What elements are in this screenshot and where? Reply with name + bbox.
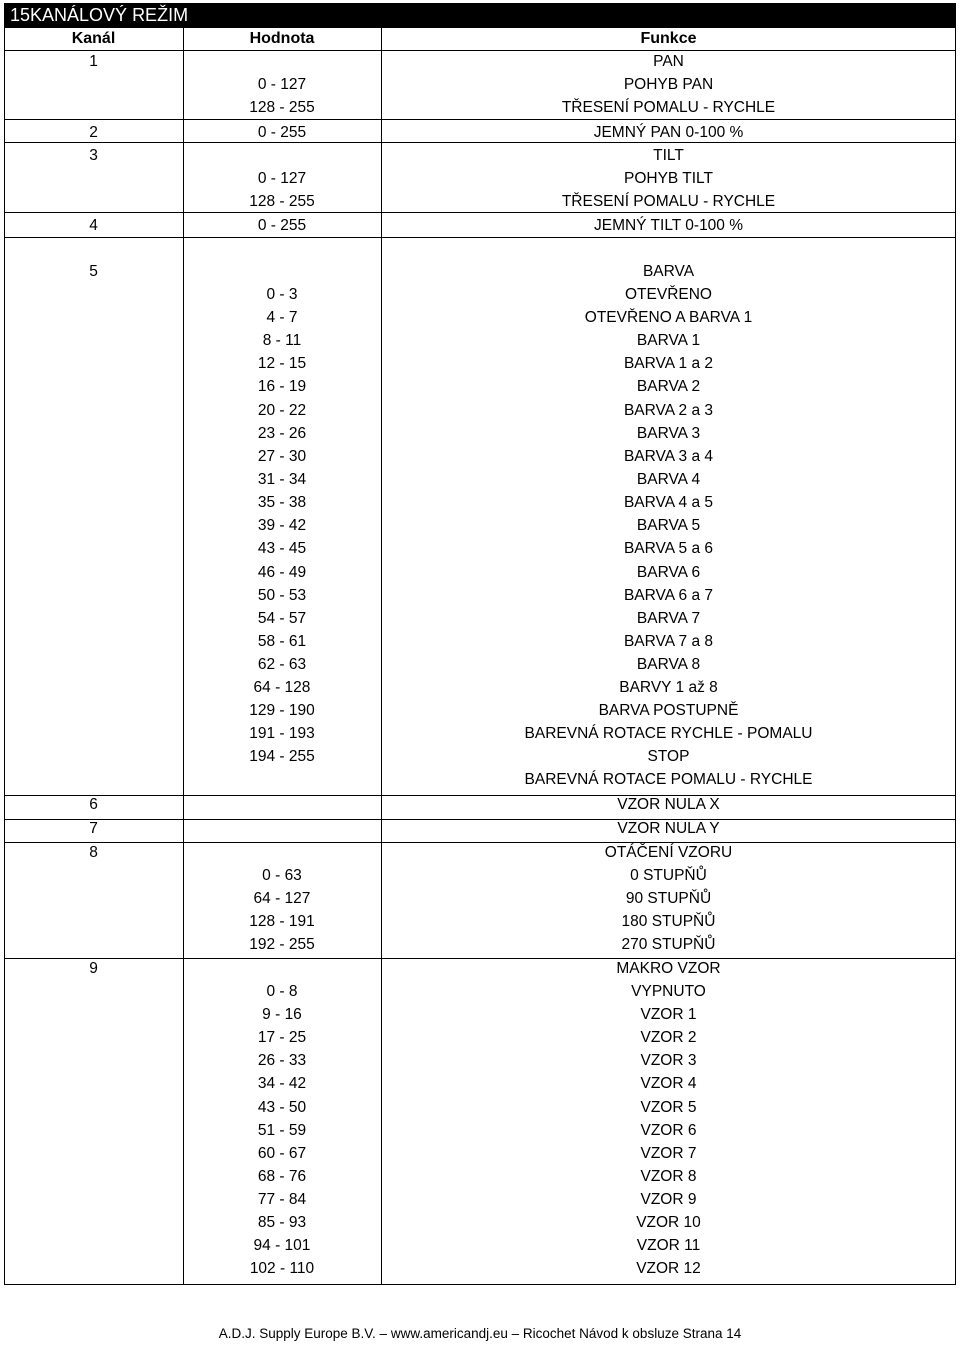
cell-kanal — [4, 445, 183, 468]
cell-kanal: 3 — [89, 147, 98, 164]
cell-kanal — [4, 699, 183, 722]
cell-funkce: BAREVNÁ ROTACE POMALU - RYCHLE — [524, 771, 813, 788]
cell-kanal: 9 — [89, 960, 98, 977]
cell-kanal — [4, 422, 183, 445]
page-footer: A.D.J. Supply Europe B.V. – www.americandj.eu – Ricochet Návod k obsluze Strana 14 — [218, 1326, 742, 1341]
cell-kanal — [4, 561, 183, 584]
cell-kanal — [4, 399, 183, 422]
cell-funkce: TŘESENÍ POMALU - RYCHLE — [561, 193, 776, 210]
cell-funkce: VZOR 12 — [636, 1260, 701, 1277]
cell-kanal — [4, 1211, 183, 1234]
cell-hodnota: 54 - 57 — [257, 610, 307, 627]
cell-funkce: 180 STUPŇŮ — [621, 913, 716, 930]
cell-hodnota: 43 - 50 — [257, 1099, 307, 1116]
cell-funkce: BARVA 3 a 4 — [623, 448, 714, 465]
cell-hodnota — [183, 841, 381, 864]
cell-funkce: BARVY 1 až 8 — [619, 679, 718, 696]
cell-funkce: BARVA 7 a 8 — [623, 633, 714, 650]
cell-funkce: 270 STUPŇŮ — [621, 936, 716, 953]
cell-kanal — [4, 537, 183, 560]
cell-hodnota: 58 - 61 — [257, 633, 307, 650]
cell-kanal — [4, 584, 183, 607]
cell-hodnota: 191 - 193 — [249, 725, 315, 742]
cell-kanal — [4, 768, 183, 791]
cell-kanal — [4, 933, 183, 956]
cell-funkce: BARVA 4 — [636, 471, 701, 488]
cell-kanal — [4, 1049, 183, 1072]
cell-hodnota: 77 - 84 — [257, 1191, 307, 1208]
cell-funkce: 90 STUPŇŮ — [625, 890, 712, 907]
cell-hodnota: 23 - 26 — [257, 425, 307, 442]
cell-funkce: BARVA 7 — [636, 610, 701, 627]
cell-hodnota: 0 - 3 — [266, 286, 298, 303]
cell-hodnota: 60 - 67 — [257, 1145, 307, 1162]
cell-kanal: 4 — [89, 217, 98, 234]
cell-kanal — [4, 910, 183, 933]
cell-hodnota: 64 - 128 — [253, 679, 311, 696]
cell-hodnota: 26 - 33 — [257, 1052, 307, 1069]
cell-kanal — [4, 607, 183, 630]
cell-funkce: OTEVŘENO A BARVA 1 — [584, 309, 753, 326]
cell-kanal — [4, 1026, 183, 1049]
cell-hodnota — [183, 144, 381, 167]
cell-hodnota: 102 - 110 — [249, 1260, 315, 1277]
cell-kanal — [4, 980, 183, 1003]
cell-kanal — [4, 514, 183, 537]
cell-kanal — [4, 1072, 183, 1095]
cell-hodnota: 194 - 255 — [249, 748, 315, 765]
cell-kanal: 5 — [89, 263, 98, 280]
cell-kanal — [4, 375, 183, 398]
cell-kanal — [4, 745, 183, 768]
cell-funkce: VZOR 5 — [640, 1099, 697, 1116]
cell-funkce: BARVA — [642, 263, 695, 280]
cell-kanal: 7 — [89, 820, 98, 837]
cell-hodnota: 27 - 30 — [257, 448, 307, 465]
cell-kanal — [4, 1003, 183, 1026]
table-rule — [4, 1284, 956, 1285]
cell-funkce: VZOR 11 — [636, 1237, 701, 1254]
cell-hodnota: 46 - 49 — [257, 564, 307, 581]
cell-kanal — [4, 190, 183, 213]
cell-kanal — [4, 167, 183, 190]
cell-hodnota: 0 - 8 — [266, 983, 298, 1000]
cell-hodnota: 9 - 16 — [262, 1006, 302, 1023]
cell-funkce: BARVA 6 — [636, 564, 701, 581]
cell-hodnota: 128 - 191 — [249, 913, 315, 930]
cell-funkce: TILT — [653, 147, 684, 164]
cell-hodnota: 129 - 190 — [249, 702, 315, 719]
cell-hodnota — [183, 768, 381, 791]
page-title: 15KANÁLOVÝ REŽIM — [4, 3, 956, 27]
cell-hodnota: 31 - 34 — [257, 471, 307, 488]
channel-table — [4, 27, 956, 1284]
cell-hodnota: 0 - 255 — [257, 124, 307, 141]
cell-kanal — [4, 1234, 183, 1257]
cell-kanal — [4, 306, 183, 329]
cell-kanal — [4, 1142, 183, 1165]
cell-hodnota: 0 - 127 — [257, 76, 307, 93]
cell-funkce: OTEVŘENO — [625, 286, 712, 303]
cell-kanal — [4, 73, 183, 96]
cell-kanal — [4, 491, 183, 514]
cell-funkce: VZOR NULA Y — [617, 820, 720, 837]
cell-kanal — [4, 96, 183, 119]
cell-hodnota: 43 - 45 — [257, 540, 307, 557]
cell-funkce: TŘESENÍ POMALU - RYCHLE — [561, 99, 776, 116]
cell-hodnota: 39 - 42 — [257, 517, 307, 534]
cell-kanal — [4, 1257, 183, 1280]
cell-funkce: POHYB PAN — [623, 76, 714, 93]
cell-kanal: 6 — [89, 796, 98, 813]
cell-hodnota: 20 - 22 — [257, 402, 307, 419]
cell-hodnota: 17 - 25 — [257, 1029, 307, 1046]
cell-hodnota: 62 - 63 — [257, 656, 307, 673]
cell-hodnota: 4 - 7 — [266, 309, 298, 326]
cell-hodnota: 34 - 42 — [257, 1075, 307, 1092]
cell-hodnota: 85 - 93 — [257, 1214, 307, 1231]
cell-hodnota: 64 - 127 — [253, 890, 311, 907]
cell-hodnota: 35 - 38 — [257, 494, 307, 511]
cell-hodnota: 94 - 101 — [253, 1237, 311, 1254]
cell-kanal — [4, 352, 183, 375]
cell-funkce: BARVA 5 a 6 — [623, 540, 714, 557]
cell-funkce: BARVA 1 a 2 — [623, 355, 714, 372]
cell-hodnota: 0 - 63 — [262, 867, 302, 884]
cell-funkce: BARVA 1 — [636, 332, 701, 349]
cell-funkce: POHYB TILT — [623, 170, 713, 187]
cell-funkce: VZOR 9 — [640, 1191, 697, 1208]
cell-kanal — [4, 283, 183, 306]
cell-funkce: BARVA 4 a 5 — [623, 494, 714, 511]
cell-hodnota — [183, 50, 381, 73]
cell-funkce: VZOR 3 — [640, 1052, 697, 1069]
cell-funkce: OTÁČENÍ VZORU — [604, 844, 733, 861]
table-rule — [4, 27, 956, 28]
cell-funkce: JEMNÝ PAN 0-100 % — [593, 124, 744, 141]
cell-funkce: VZOR 2 — [640, 1029, 697, 1046]
cell-kanal — [4, 1165, 183, 1188]
cell-funkce: VYPNUTO — [631, 983, 706, 1000]
cell-hodnota: 192 - 255 — [249, 936, 315, 953]
cell-kanal — [4, 722, 183, 745]
table-rule — [4, 237, 956, 238]
cell-hodnota: 0 - 255 — [257, 217, 307, 234]
cell-kanal — [4, 468, 183, 491]
cell-funkce: VZOR 4 — [640, 1075, 697, 1092]
cell-hodnota: 51 - 59 — [257, 1122, 307, 1139]
cell-funkce: VZOR 8 — [640, 1168, 697, 1185]
cell-kanal: 1 — [89, 53, 98, 70]
cell-funkce: VZOR 7 — [640, 1145, 697, 1162]
cell-hodnota: 16 - 19 — [257, 378, 307, 395]
cell-kanal — [4, 1096, 183, 1119]
cell-funkce: VZOR 10 — [636, 1214, 701, 1231]
cell-funkce: BARVA 5 — [636, 517, 701, 534]
header-kanal: Kanál — [71, 30, 116, 47]
cell-kanal — [4, 1119, 183, 1142]
cell-hodnota — [183, 793, 381, 816]
cell-hodnota: 68 - 76 — [257, 1168, 307, 1185]
cell-funkce: BARVA 8 — [636, 656, 701, 673]
cell-funkce: BARVA POSTUPNĚ — [598, 702, 739, 719]
cell-funkce: BARVA 6 a 7 — [623, 587, 714, 604]
cell-kanal — [4, 1188, 183, 1211]
table-rule — [4, 119, 956, 120]
cell-kanal: 8 — [89, 844, 98, 861]
cell-kanal — [4, 630, 183, 653]
cell-kanal — [4, 887, 183, 910]
cell-funkce: 0 STUPŇŮ — [630, 867, 707, 884]
cell-funkce: PAN — [653, 53, 684, 70]
cell-hodnota — [183, 957, 381, 980]
cell-hodnota: 0 - 127 — [257, 170, 307, 187]
header-hodnota: Hodnota — [249, 30, 315, 47]
cell-kanal — [4, 864, 183, 887]
cell-funkce: STOP — [647, 748, 690, 765]
cell-kanal: 2 — [89, 124, 98, 141]
cell-funkce: VZOR 1 — [640, 1006, 697, 1023]
cell-hodnota: 50 - 53 — [257, 587, 307, 604]
cell-kanal — [4, 329, 183, 352]
cell-hodnota: 12 - 15 — [257, 355, 307, 372]
cell-funkce: BAREVNÁ ROTACE RYCHLE - POMALU — [524, 725, 813, 742]
cell-hodnota: 128 - 255 — [249, 99, 315, 116]
cell-funkce: BARVA 2 — [636, 378, 701, 395]
cell-funkce: JEMNÝ TILT 0-100 % — [593, 217, 744, 234]
cell-funkce: BARVA 3 — [636, 425, 701, 442]
cell-hodnota: 8 - 11 — [262, 332, 302, 349]
header-funkce: Funkce — [640, 30, 697, 47]
cell-hodnota: 128 - 255 — [249, 193, 315, 210]
cell-funkce: VZOR NULA X — [617, 796, 720, 813]
cell-funkce: MAKRO VZOR — [616, 960, 721, 977]
cell-kanal — [4, 653, 183, 676]
cell-funkce: BARVA 2 a 3 — [623, 402, 714, 419]
cell-funkce: VZOR 6 — [640, 1122, 697, 1139]
cell-hodnota — [183, 260, 381, 283]
cell-hodnota — [183, 817, 381, 840]
cell-kanal — [4, 676, 183, 699]
